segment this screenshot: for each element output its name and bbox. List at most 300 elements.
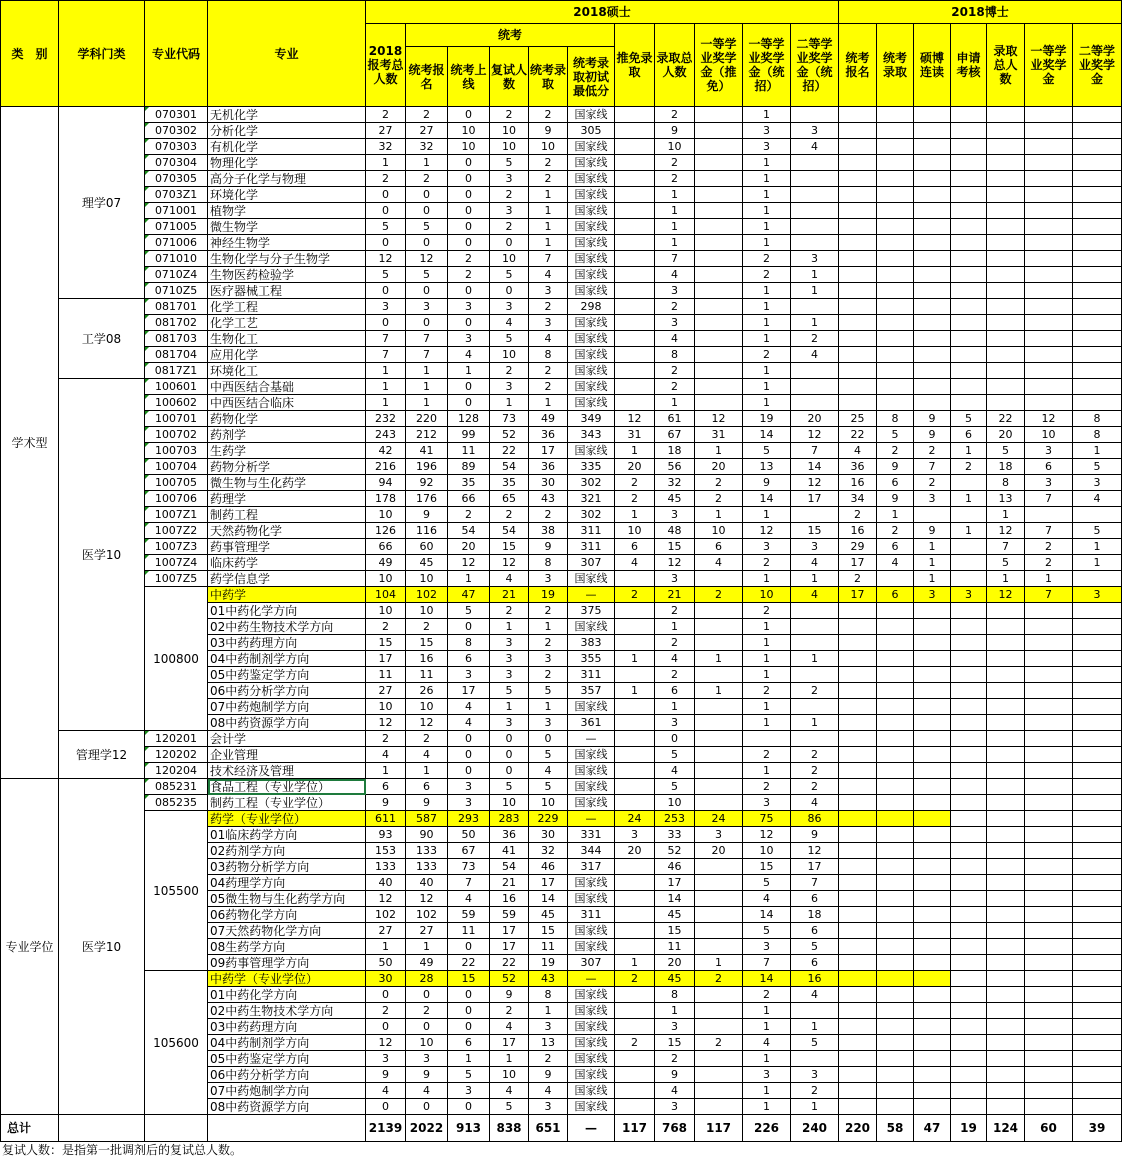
- phd-sch2-cell: [1073, 923, 1122, 939]
- phd-sch1-cell: 1: [1025, 571, 1073, 587]
- phd-sch1-cell: [1025, 699, 1073, 715]
- phd-apply-review-cell: [951, 379, 987, 395]
- exempt-admit-cell: [615, 795, 655, 811]
- sch1-exam-cell: 13: [743, 459, 791, 475]
- major-name-cell: 药物分析学: [208, 459, 366, 475]
- sch1-exempt-cell: [695, 187, 743, 203]
- phd-admit-total-cell: [987, 795, 1025, 811]
- sch2-exam-cell: 1: [791, 283, 839, 299]
- ue-apply-cell: 102: [406, 587, 448, 603]
- sch1-exempt-cell: [695, 235, 743, 251]
- total-phd-sch1: 60: [1025, 1115, 1073, 1142]
- phd-sch2-cell: [1073, 139, 1122, 155]
- exempt-admit-cell: 31: [615, 427, 655, 443]
- phd-sch2-cell: [1073, 123, 1122, 139]
- phd-apply-review-cell: [951, 187, 987, 203]
- sch1-exam-cell: 9: [743, 475, 791, 491]
- major-name-cell: 微生物与生化药学: [208, 475, 366, 491]
- major-name-cell: 药学信息学: [208, 571, 366, 587]
- major-name-cell: 化学工程: [208, 299, 366, 315]
- table-row: [1, 283, 1122, 299]
- phd-admit-total-cell: [987, 715, 1025, 731]
- phd-sch1-cell: 7: [1025, 523, 1073, 539]
- ue-admit-cell: 45: [529, 907, 568, 923]
- ue-online-cell: 293: [448, 811, 490, 827]
- admit-total-cell: 61: [655, 411, 695, 427]
- ue-admit-cell: 11: [529, 939, 568, 955]
- phd-apply-review-cell: [951, 1099, 987, 1115]
- ue-admit-cell: 10: [529, 139, 568, 155]
- total-applicants-cell: 0: [366, 187, 406, 203]
- phd-apply-review-cell: [951, 683, 987, 699]
- ue-admit-cell: 13: [529, 1035, 568, 1051]
- admit-total-cell: 45: [655, 971, 695, 987]
- ue-retest-cell: 10: [490, 123, 529, 139]
- phd-admit-total-cell: [987, 955, 1025, 971]
- phd-continue-cell: [914, 139, 951, 155]
- exempt-admit-cell: 3: [615, 827, 655, 843]
- sch1-exempt-cell: [695, 171, 743, 187]
- phd-sch2-cell: 3: [1073, 475, 1122, 491]
- sch1-exempt-cell: [695, 283, 743, 299]
- phd-exam-apply-cell: [839, 347, 877, 363]
- major-name-cell: 中药学（专业学位）: [208, 971, 366, 987]
- phd-continue-cell: 9: [914, 427, 951, 443]
- major-name-cell: 03中药药理方向: [208, 635, 366, 651]
- admit-total-cell: 8: [655, 347, 695, 363]
- ue-retest-cell: 10: [490, 795, 529, 811]
- ue-apply-cell: 4: [406, 1083, 448, 1099]
- ue-retest-cell: 5: [490, 331, 529, 347]
- total-applicants-cell: 9: [366, 795, 406, 811]
- major-name-cell: 中药学: [208, 587, 366, 603]
- phd-sch1-cell: [1025, 603, 1073, 619]
- sch2-exam-cell: 5: [791, 1035, 839, 1051]
- ue-apply-cell: 4: [406, 747, 448, 763]
- ue-minscore-cell: 国家线: [568, 315, 615, 331]
- phd-continue-cell: [914, 299, 951, 315]
- phd-sch2-cell: [1073, 1035, 1122, 1051]
- ue-minscore-cell: 国家线: [568, 443, 615, 459]
- ue-retest-cell: 54: [490, 859, 529, 875]
- sch2-exam-cell: 1: [791, 571, 839, 587]
- admit-total-cell: 2: [655, 1051, 695, 1067]
- phd-apply-review-cell: [951, 347, 987, 363]
- major-code-cell: 120201: [145, 731, 208, 747]
- phd-admit-total-cell: [987, 331, 1025, 347]
- ue-apply-cell: 1: [406, 395, 448, 411]
- phd-admit-total-cell: [987, 123, 1025, 139]
- header-phd-exam-apply: 统考报名: [839, 24, 877, 107]
- phd-exam-apply-cell: [839, 315, 877, 331]
- total-ue-apply: 2022: [406, 1115, 448, 1142]
- sch1-exempt-cell: [695, 155, 743, 171]
- phd-exam-admit-cell: [877, 1067, 914, 1083]
- sch2-exam-cell: [791, 203, 839, 219]
- exempt-admit-cell: [615, 603, 655, 619]
- phd-continue-cell: [914, 379, 951, 395]
- total-applicants-cell: 12: [366, 251, 406, 267]
- ue-apply-cell: 6: [406, 779, 448, 795]
- ue-online-cell: 0: [448, 747, 490, 763]
- phd-sch2-cell: [1073, 603, 1122, 619]
- ue-minscore-cell: 国家线: [568, 379, 615, 395]
- table-row: [1, 251, 1122, 267]
- phd-sch2-cell: [1073, 971, 1122, 987]
- phd-apply-review-cell: [951, 603, 987, 619]
- major-code-cell: 071006: [145, 235, 208, 251]
- table-row: [1, 795, 1122, 811]
- phd-exam-apply-cell: [839, 763, 877, 779]
- phd-apply-review-cell: [951, 107, 987, 123]
- selected-cell[interactable]: 食品工程（专业学位）: [208, 779, 366, 795]
- exempt-admit-cell: [615, 859, 655, 875]
- admit-total-cell: 2: [655, 635, 695, 651]
- total-applicants-cell: 6: [366, 779, 406, 795]
- sch1-exempt-cell: [695, 123, 743, 139]
- major-name-cell: 08中药资源学方向: [208, 715, 366, 731]
- ue-retest-cell: 2: [490, 107, 529, 123]
- admit-total-cell: 46: [655, 859, 695, 875]
- sch1-exam-cell: 7: [743, 955, 791, 971]
- sch2-exam-cell: 7: [791, 443, 839, 459]
- ue-retest-cell: 1: [490, 395, 529, 411]
- header-phd-scholarship2: 二等学业奖学金: [1073, 24, 1122, 107]
- phd-exam-admit-cell: [877, 1099, 914, 1115]
- phd-apply-review-cell: [951, 571, 987, 587]
- ue-apply-cell: 49: [406, 955, 448, 971]
- sch1-exam-cell: 14: [743, 971, 791, 987]
- phd-continue-cell: 2: [914, 443, 951, 459]
- phd-exam-apply-cell: [839, 939, 877, 955]
- table-row: [1, 395, 1122, 411]
- phd-continue-cell: [914, 171, 951, 187]
- ue-admit-cell: 8: [529, 347, 568, 363]
- phd-admit-total-cell: [987, 299, 1025, 315]
- table-row: [1, 171, 1122, 187]
- exempt-admit-cell: [615, 347, 655, 363]
- exempt-admit-cell: [615, 715, 655, 731]
- phd-sch1-cell: [1025, 347, 1073, 363]
- ue-admit-cell: 2: [529, 363, 568, 379]
- phd-exam-admit-cell: [877, 315, 914, 331]
- phd-exam-admit-cell: [877, 891, 914, 907]
- phd-exam-apply-cell: [839, 923, 877, 939]
- phd-continue-cell: [914, 235, 951, 251]
- phd-exam-apply-cell: [839, 1035, 877, 1051]
- phd-sch1-cell: [1025, 747, 1073, 763]
- phd-admit-total-cell: [987, 987, 1025, 1003]
- header-scholarship1-exempt: 一等学业奖学金（推免）: [695, 24, 743, 107]
- phd-sch1-cell: [1025, 955, 1073, 971]
- major-code-cell: 071010: [145, 251, 208, 267]
- ue-minscore-cell: 国家线: [568, 395, 615, 411]
- ue-admit-cell: 5: [529, 779, 568, 795]
- sch1-exam-cell: 1: [743, 315, 791, 331]
- sch2-exam-cell: 2: [791, 1083, 839, 1099]
- major-name-cell: 环境化学: [208, 187, 366, 203]
- phd-admit-total-cell: [987, 811, 1025, 827]
- sch1-exempt-cell: [695, 571, 743, 587]
- ue-retest-cell: 10: [490, 251, 529, 267]
- ue-minscore-cell: 国家线: [568, 139, 615, 155]
- exempt-admit-cell: [615, 939, 655, 955]
- ue-minscore-cell: 305: [568, 123, 615, 139]
- phd-exam-admit-cell: [877, 923, 914, 939]
- major-name-cell: 化学工艺: [208, 315, 366, 331]
- phd-exam-admit-cell: [877, 763, 914, 779]
- phd-exam-admit-cell: [877, 171, 914, 187]
- phd-admit-total-cell: [987, 971, 1025, 987]
- total-phd-continue: 47: [914, 1115, 951, 1142]
- phd-sch1-cell: [1025, 891, 1073, 907]
- phd-admit-total-cell: 18: [987, 459, 1025, 475]
- total-sch1-exam: 226: [743, 1115, 791, 1142]
- phd-apply-review-cell: [951, 539, 987, 555]
- phd-exam-admit-cell: [877, 155, 914, 171]
- ue-online-cell: 0: [448, 619, 490, 635]
- sch2-exam-cell: 12: [791, 843, 839, 859]
- phd-sch2-cell: [1073, 1083, 1122, 1099]
- ue-online-cell: 2: [448, 251, 490, 267]
- sch1-exam-cell: 1: [743, 379, 791, 395]
- ue-admit-cell: 14: [529, 891, 568, 907]
- major-name-cell: 06药物化学方向: [208, 907, 366, 923]
- total-ue-admit: 651: [529, 1115, 568, 1142]
- ue-minscore-cell: 357: [568, 683, 615, 699]
- ue-apply-cell: 116: [406, 523, 448, 539]
- ue-minscore-cell: 国家线: [568, 219, 615, 235]
- phd-continue-cell: [914, 987, 951, 1003]
- sch2-exam-cell: [791, 603, 839, 619]
- header-ue-minscore: 统考录取初试最低分: [568, 47, 615, 107]
- phd-continue-cell: [914, 347, 951, 363]
- exempt-admit-cell: [615, 923, 655, 939]
- phd-continue-cell: [914, 155, 951, 171]
- ue-retest-cell: 1: [490, 1051, 529, 1067]
- phd-exam-apply-cell: [839, 219, 877, 235]
- phd-exam-apply-cell: [839, 891, 877, 907]
- admit-total-cell: 4: [655, 1083, 695, 1099]
- phd-exam-apply-cell: [839, 155, 877, 171]
- exempt-admit-cell: [615, 187, 655, 203]
- total-applicants-cell: 1: [366, 395, 406, 411]
- phd-admit-total-cell: [987, 1099, 1025, 1115]
- total-applicants-cell: 2: [366, 1003, 406, 1019]
- admit-total-cell: 2: [655, 379, 695, 395]
- phd-apply-review-cell: [951, 171, 987, 187]
- sch2-exam-cell: 3: [791, 123, 839, 139]
- ue-apply-cell: 0: [406, 283, 448, 299]
- total-empty-cell: [145, 1115, 208, 1142]
- ue-retest-cell: 2: [490, 219, 529, 235]
- phd-exam-apply-cell: [839, 731, 877, 747]
- major-name-cell: 06中药分析学方向: [208, 683, 366, 699]
- sch1-exam-cell: 3: [743, 939, 791, 955]
- phd-apply-review-cell: 3: [951, 587, 987, 603]
- exempt-admit-cell: 2: [615, 475, 655, 491]
- phd-exam-apply-cell: 17: [839, 587, 877, 603]
- ue-admit-cell: 43: [529, 491, 568, 507]
- total-applicants-cell: 32: [366, 139, 406, 155]
- sch1-exam-cell: 19: [743, 411, 791, 427]
- phd-continue-cell: [914, 731, 951, 747]
- ue-minscore-cell: 国家线: [568, 267, 615, 283]
- total-applicants-cell: 102: [366, 907, 406, 923]
- total-applicants-cell: 12: [366, 1035, 406, 1051]
- major-code-cell: 100800: [145, 587, 208, 731]
- major-name-cell: 技术经济及管理: [208, 763, 366, 779]
- phd-sch2-cell: 5: [1073, 523, 1122, 539]
- total-applicants-cell: 153: [366, 843, 406, 859]
- major-code-cell: 100701: [145, 411, 208, 427]
- ue-online-cell: 0: [448, 187, 490, 203]
- phd-exam-admit-cell: [877, 331, 914, 347]
- ue-apply-cell: 92: [406, 475, 448, 491]
- sch1-exam-cell: 3: [743, 539, 791, 555]
- total-applicants-cell: 12: [366, 891, 406, 907]
- exempt-admit-cell: [615, 123, 655, 139]
- phd-continue-cell: 3: [914, 587, 951, 603]
- sch1-exempt-cell: [695, 635, 743, 651]
- phd-sch2-cell: [1073, 955, 1122, 971]
- sch1-exam-cell: 1: [743, 763, 791, 779]
- admit-total-cell: 9: [655, 123, 695, 139]
- total-applicants-cell: 1: [366, 763, 406, 779]
- phd-exam-apply-cell: [839, 1019, 877, 1035]
- phd-sch2-cell: [1073, 363, 1122, 379]
- total-applicants-cell: 232: [366, 411, 406, 427]
- ue-apply-cell: 220: [406, 411, 448, 427]
- ue-admit-cell: 10: [529, 795, 568, 811]
- total-phd-exam-admit: 58: [877, 1115, 914, 1142]
- ue-online-cell: 67: [448, 843, 490, 859]
- ue-admit-cell: 46: [529, 859, 568, 875]
- total-applicants-cell: 0: [366, 283, 406, 299]
- admit-total-cell: 21: [655, 587, 695, 603]
- phd-exam-apply-cell: [839, 795, 877, 811]
- major-name-cell: 07中药炮制学方向: [208, 699, 366, 715]
- phd-apply-review-cell: [951, 507, 987, 523]
- admit-total-cell: 3: [655, 715, 695, 731]
- phd-exam-admit-cell: 6: [877, 587, 914, 603]
- ue-online-cell: 22: [448, 955, 490, 971]
- phd-continue-cell: [914, 923, 951, 939]
- phd-sch1-cell: [1025, 635, 1073, 651]
- major-code-cell: 081702: [145, 315, 208, 331]
- phd-admit-total-cell: [987, 1035, 1025, 1051]
- exempt-admit-cell: [615, 1003, 655, 1019]
- phd-exam-apply-cell: [839, 987, 877, 1003]
- major-name-cell: 分析化学: [208, 123, 366, 139]
- phd-exam-admit-cell: [877, 235, 914, 251]
- sch2-exam-cell: 1: [791, 715, 839, 731]
- admit-total-cell: 15: [655, 539, 695, 555]
- ue-admit-cell: 3: [529, 651, 568, 667]
- phd-exam-apply-cell: [839, 1051, 877, 1067]
- total-applicants-cell: 0: [366, 1099, 406, 1115]
- sch2-exam-cell: [791, 731, 839, 747]
- phd-exam-admit-cell: [877, 827, 914, 843]
- phd-exam-apply-cell: [839, 651, 877, 667]
- major-name-cell: 药物化学: [208, 411, 366, 427]
- phd-sch1-cell: [1025, 219, 1073, 235]
- phd-sch1-cell: [1025, 363, 1073, 379]
- sch1-exempt-cell: [695, 1051, 743, 1067]
- admit-total-cell: 2: [655, 667, 695, 683]
- total-applicants-cell: 30: [366, 971, 406, 987]
- major-name-cell: 03药物分析学方向: [208, 859, 366, 875]
- sch2-exam-cell: [791, 395, 839, 411]
- ue-online-cell: 5: [448, 603, 490, 619]
- phd-continue-cell: [914, 331, 951, 347]
- phd-sch1-cell: 2: [1025, 539, 1073, 555]
- ue-apply-cell: 0: [406, 1099, 448, 1115]
- ue-online-cell: 5: [448, 1067, 490, 1083]
- exempt-admit-cell: 1: [615, 955, 655, 971]
- major-name-cell: 08生药学方向: [208, 939, 366, 955]
- phd-apply-review-cell: 6: [951, 427, 987, 443]
- phd-admit-total-cell: [987, 203, 1025, 219]
- phd-sch1-cell: [1025, 395, 1073, 411]
- exempt-admit-cell: [615, 907, 655, 923]
- phd-sch1-cell: [1025, 939, 1073, 955]
- ue-apply-cell: 1: [406, 379, 448, 395]
- phd-continue-cell: [914, 891, 951, 907]
- admit-total-cell: 45: [655, 491, 695, 507]
- major-code-cell: 070305: [145, 171, 208, 187]
- major-name-cell: 09药事管理学方向: [208, 955, 366, 971]
- phd-exam-apply-cell: [839, 907, 877, 923]
- sch2-exam-cell: 4: [791, 795, 839, 811]
- sch1-exempt-cell: [695, 907, 743, 923]
- phd-sch2-cell: [1073, 827, 1122, 843]
- phd-continue-cell: 1: [914, 539, 951, 555]
- phd-apply-review-cell: [951, 555, 987, 571]
- table-row: [1, 811, 1122, 827]
- ue-apply-cell: 2: [406, 171, 448, 187]
- phd-sch1-cell: [1025, 507, 1073, 523]
- sch1-exam-cell: 1: [743, 299, 791, 315]
- sch2-exam-cell: 16: [791, 971, 839, 987]
- ue-apply-cell: 587: [406, 811, 448, 827]
- table-row: [1, 347, 1122, 363]
- ue-online-cell: 1: [448, 1051, 490, 1067]
- ue-online-cell: 3: [448, 779, 490, 795]
- sch1-exempt-cell: [695, 1083, 743, 1099]
- ue-online-cell: 35: [448, 475, 490, 491]
- admit-total-cell: 20: [655, 955, 695, 971]
- phd-sch2-cell: [1073, 891, 1122, 907]
- ue-minscore-cell: 国家线: [568, 283, 615, 299]
- phd-exam-apply-cell: [839, 827, 877, 843]
- sch1-exam-cell: 1: [743, 635, 791, 651]
- ue-admit-cell: 38: [529, 523, 568, 539]
- major-name-cell: 微生物学: [208, 219, 366, 235]
- exempt-admit-cell: 12: [615, 411, 655, 427]
- ue-admit-cell: 7: [529, 251, 568, 267]
- phd-apply-review-cell: [951, 939, 987, 955]
- ue-minscore-cell: 383: [568, 635, 615, 651]
- phd-continue-cell: [914, 859, 951, 875]
- ue-online-cell: 17: [448, 683, 490, 699]
- phd-exam-apply-cell: 2: [839, 507, 877, 523]
- total-applicants-cell: 3: [366, 1051, 406, 1067]
- phd-exam-apply-cell: 36: [839, 459, 877, 475]
- sch2-exam-cell: 6: [791, 955, 839, 971]
- phd-exam-apply-cell: 4: [839, 443, 877, 459]
- sch1-exam-cell: 1: [743, 651, 791, 667]
